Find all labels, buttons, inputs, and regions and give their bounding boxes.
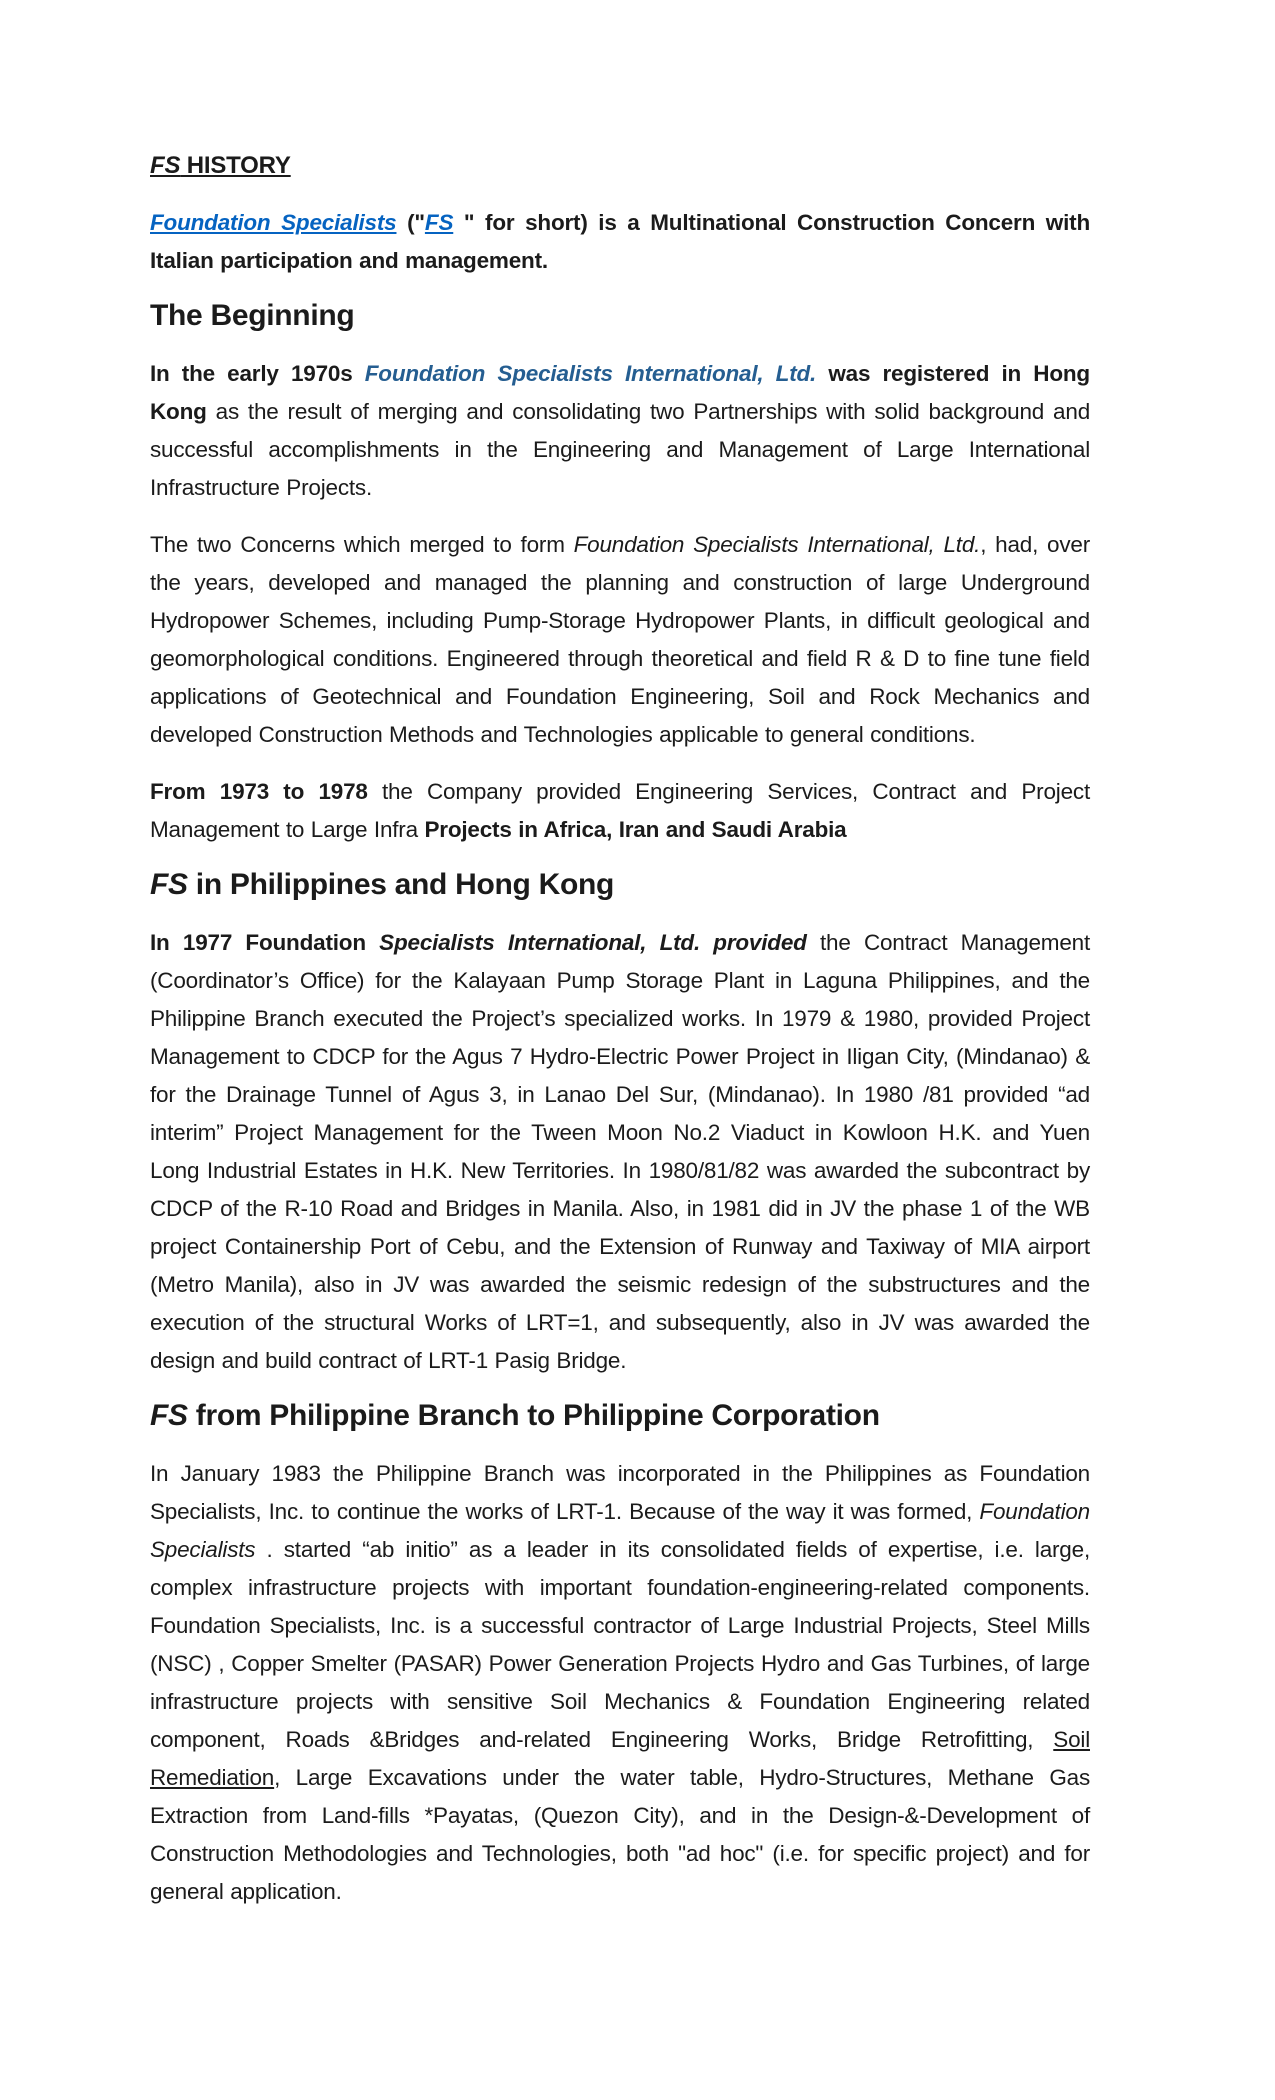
company-name-italic: Foundation Specialists International, Ltd. — [573, 532, 981, 557]
intro-sep: (" — [396, 210, 425, 235]
company-name-blue: Foundation Specialists International, Ltd. — [364, 361, 817, 386]
corporation-text-mid: . started “ab initio” as a leader in its consolidated fields of expertise, i.e. large, complex infrastructure projects with important foundation-engineering-related components. Foundation Specialists, Inc. is a successful contractor of Large Industrial Projects, Steel Mills (NSC) , Copper Smelter (PASAR) Power Generation Projects Hydro and Gas Turbines, of large infrastructure projects with sensitive Soil Mechanics & Foundation Engineering related component, Roads &Bridges and-related Engineering Works, Bridge Retrofitting, — [150, 1537, 1090, 1752]
services-paragraph — [150, 773, 1090, 849]
corporation-text-end: , Large Excavations under the water table, Hydro-Structures, Methane Gas Extraction from Land-fills *Payatas, (Quezon City), and in the Design-&-Development of Construction Methodologies and Technologies, both "ad hoc" (i.e. for specific project) and for general application. — [150, 1765, 1090, 1904]
history-heading-text: HISTORY — [180, 152, 291, 179]
merge-text: , had, over the years, developed and managed the planning and construction of large Underground Hydropower Schemes, including Pump-Storage Hydropower Plants, in difficult geological and geomorphological conditions. Engineered through theoretical and field R & D to fine tune field applications of Geotechnical and Foundation Engineering, Soil and Rock Mechanics and developed Construction Methods and Technologies applicable to general conditions. — [150, 532, 1090, 747]
projects-1977-text: the Contract Management (Coordinator’s Office) for the Kalayaan Pump Storage Plant in Laguna Philippines, and the Philippine Branch executed the Project’s specialized works. In 1979 & 1980, provided Project Management to CDCP for the Agus 7 Hydro-Electric Power Project in Iligan City, (Mindanao) & for the Drainage Tunnel of Agus 3, in Lanao Del Sur, (Mindanao). In 1980 /81 provided “ad interim” Project Management for the Tween Moon No.2 Viaduct in Kowloon H.K. and Yuen Long Industrial Estates in H.K. New Territories. In 1980/81/82 was awarded the subcontract by CDCP of the R-10 Road and Bridges in Manila. Also, in 1981 did in JV the phase 1 of the WB project Containership Port of Cebu, and the Extension of Runway and Taxiway of MIA airport (Metro Manila), also in JV was awarded the seismic redesign of the substructures and the execution of the structural Works of LRT=1, and subsequently, also in JV was awarded the design and build contract of LRT-1 Pasig Bridge. — [150, 930, 1090, 1373]
corporation-paragraph — [150, 1455, 1090, 1911]
merge-paragraph — [150, 526, 1090, 754]
corporation-text-lead: In January 1983 the Philippine Branch was incorporated in the Philippines as Foundation Specialists, Inc. to continue the works of LRT-1. Because of the way it was formed, — [150, 1461, 1090, 1524]
beginning-text: as the result of merging and consolidating two Partnerships with solid background and successful accomplishments in the Engineering and Management of Large International Infrastructure Projects. — [150, 399, 1091, 500]
beginning-bold-lead: In the early 1970s — [150, 361, 365, 386]
history-heading-fs: FS — [150, 152, 181, 179]
company-name-bold-italic: Specialists International, Ltd. — [379, 930, 700, 955]
foundation-specialists-link[interactable]: Foundation Specialists — [150, 210, 397, 235]
soil-remediation-underlined: Soil Remediation — [150, 1727, 1090, 1790]
philippines-heading-text: in Philippines and Hong Kong — [187, 868, 615, 901]
projects-regions-bold: Projects in Africa, Iran and Saudi Arabia — [424, 817, 847, 842]
corporation-heading-text: from Philippine Branch to Philippine Corporation — [187, 1399, 880, 1432]
merge-text-lead: The two Concerns which merged to form — [150, 532, 574, 557]
in-1977-bold: In 1977 Foundation — [150, 930, 380, 955]
corporation-heading — [150, 1399, 1090, 1433]
beginning-paragraph — [150, 355, 1090, 507]
intro-text: " for short) is a Multinational Construction Concern with Italian participation and management. — [150, 210, 1090, 273]
fs-link[interactable]: FS — [424, 210, 454, 235]
corporation-heading-fs: FS — [150, 1399, 188, 1432]
projects-1977-paragraph — [150, 924, 1090, 1380]
history-heading — [150, 152, 1090, 180]
years-bold: From 1973 to 1978 — [150, 779, 368, 804]
beginning-bold-registered: was registered in Hong Kong — [150, 361, 1090, 424]
foundation-specialists-italic: Foundation Specialists — [150, 1499, 1090, 1562]
philippines-heading-fs: FS — [150, 868, 188, 901]
philippines-hongkong-heading — [150, 868, 1090, 902]
services-text: the Company provided Engineering Services, Contract and Project Management to Large Infra — [150, 779, 1091, 842]
beginning-heading: The Beginning — [150, 299, 355, 332]
intro-paragraph — [150, 204, 1090, 280]
provided-bold-italic: provided — [700, 930, 807, 955]
